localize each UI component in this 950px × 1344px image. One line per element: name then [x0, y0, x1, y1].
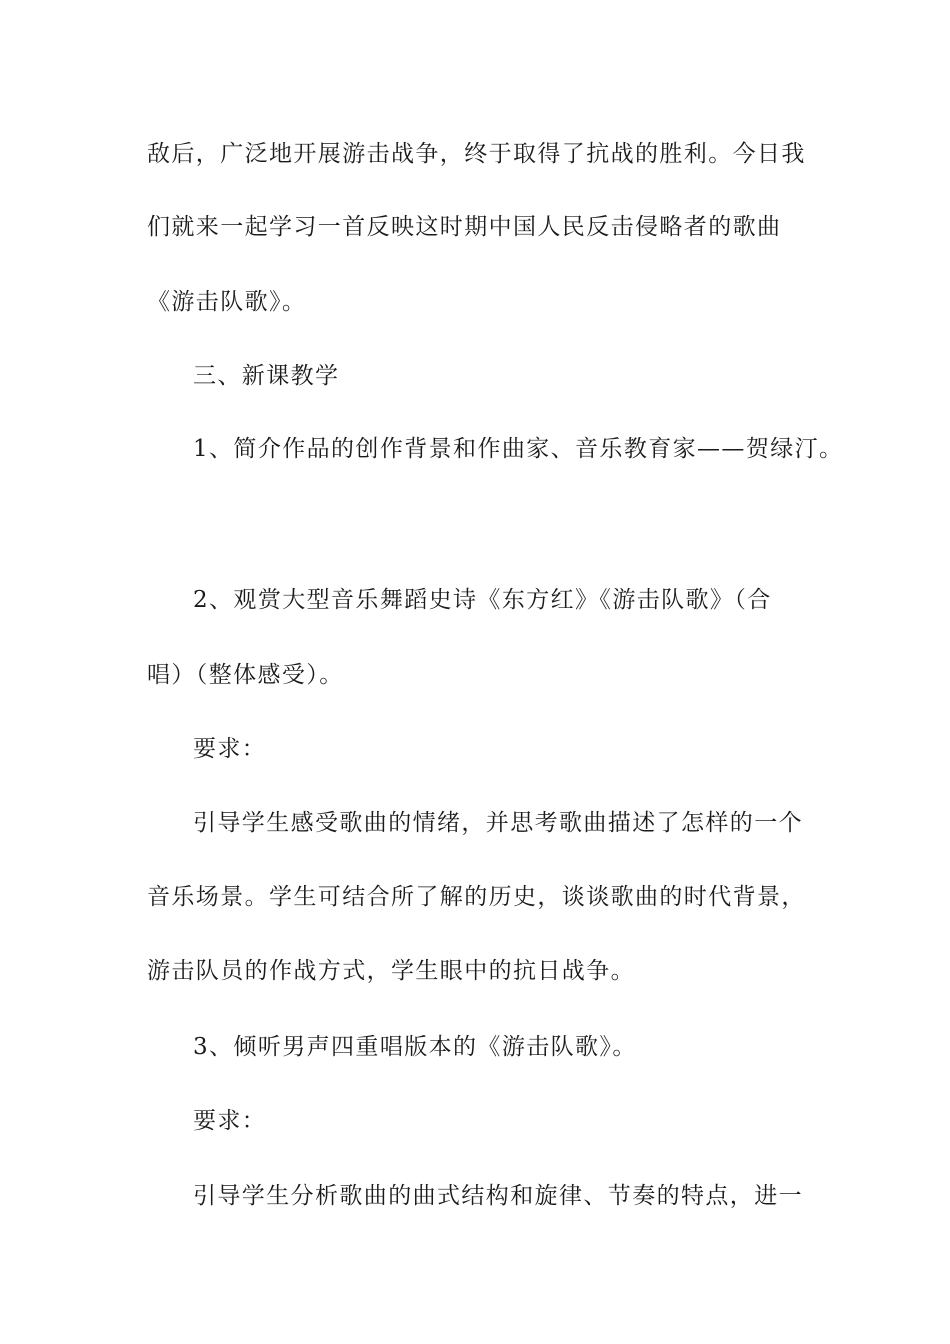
paragraph-line: 引导学生分析歌曲的曲式结构和旋律、节奏的特点，进一	[193, 1183, 803, 1209]
paragraph-line: 音乐场景。学生可结合所了解的历史，谈谈歌曲的时代背景，	[147, 884, 806, 910]
list-item: 1、简介作品的创作背景和作曲家、音乐教育家——贺绿汀。	[193, 436, 844, 462]
paragraph-line: 《游击队歌》。	[147, 289, 307, 315]
section-heading: 三、新课教学	[193, 363, 340, 389]
paragraph-line: 游击队员的作战方式，学生眼中的抗日战争。	[147, 958, 635, 984]
paragraph-line: 引导学生感受歌曲的情绪，并思考歌曲描述了怎样的一个	[193, 810, 803, 836]
list-item: 3、倾听男声四重唱版本的《游击队歌》。	[193, 1034, 637, 1060]
requirement-label: 要求：	[193, 1108, 267, 1134]
paragraph-line: 唱）（整体感受）。	[147, 662, 344, 688]
paragraph-line: 敌后，广泛地开展游击战争，终于取得了抗战的胜利。今日我	[147, 141, 806, 167]
paragraph-line: 们就来一起学习一首反映这时期中国人民反击侵略者的歌曲	[147, 214, 782, 240]
requirement-label: 要求：	[193, 736, 267, 762]
list-item: 2、观赏大型音乐舞蹈史诗《东方红》《游击队歌》（合	[193, 587, 772, 613]
